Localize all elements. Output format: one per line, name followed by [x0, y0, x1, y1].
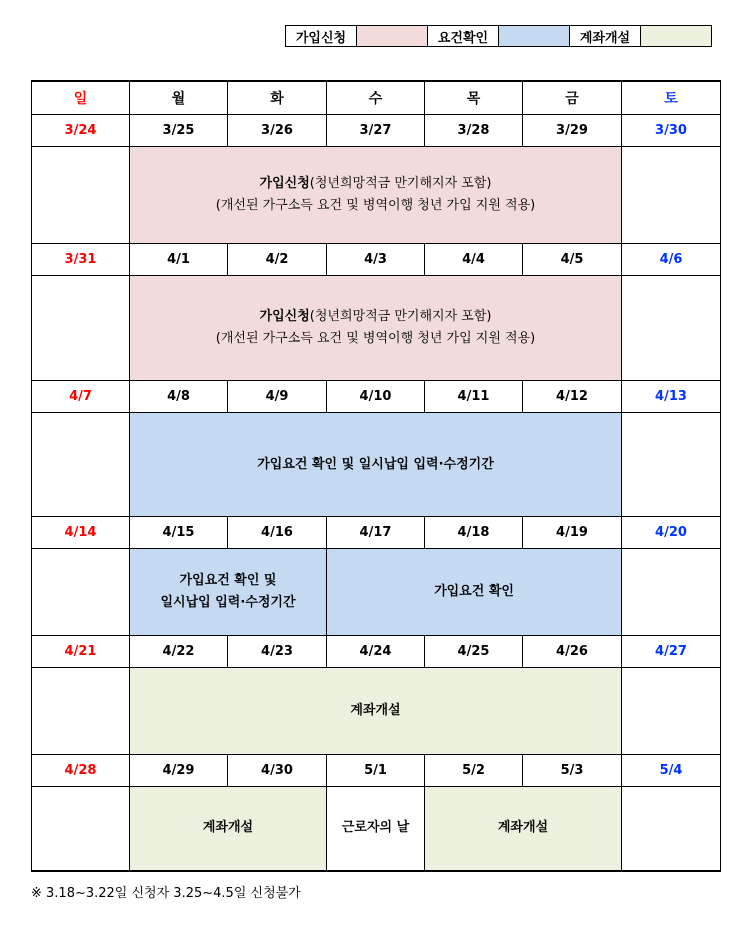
event-check-week3: 가입요건 확인 및 일시납입 입력·수정기간	[130, 413, 622, 517]
date-cell: 4/19	[523, 517, 622, 549]
event-holiday-labor-day: 근로자의 날	[327, 787, 425, 871]
date-cell: 3/25	[130, 115, 228, 147]
empty-cell	[32, 549, 130, 636]
event-subtitle: (개선된 가구소득 요건 및 병역이행 청년 가입 지원 적용)	[215, 198, 536, 213]
date-cell: 4/23	[228, 636, 327, 668]
date-cell: 3/27	[327, 115, 425, 147]
legend	[285, 25, 712, 47]
date-cell: 5/2	[425, 755, 523, 787]
empty-cell	[32, 668, 130, 755]
date-cell: 3/29	[523, 115, 622, 147]
date-cell: 3/31	[32, 244, 130, 276]
date-cell: 4/27	[622, 636, 721, 668]
date-cell: 3/24	[32, 115, 130, 147]
empty-cell	[622, 147, 721, 244]
event-title: 가입신청	[259, 309, 310, 324]
date-cell: 4/13	[622, 381, 721, 413]
date-cell: 4/9	[228, 381, 327, 413]
date-cell: 4/29	[130, 755, 228, 787]
empty-cell	[32, 276, 130, 381]
empty-cell	[622, 276, 721, 381]
legend-label-check: 요건확인	[428, 26, 499, 47]
date-row	[32, 115, 721, 147]
date-cell: 4/11	[425, 381, 523, 413]
date-cell: 3/30	[622, 115, 721, 147]
date-cell: 4/1	[130, 244, 228, 276]
date-cell: 4/3	[327, 244, 425, 276]
legend-label-apply: 가입신청	[286, 26, 357, 47]
date-cell: 4/24	[327, 636, 425, 668]
date-cell: 4/12	[523, 381, 622, 413]
event-line: 가입요건 확인 및	[179, 573, 277, 588]
weekday-wed: 수	[327, 81, 425, 115]
event-title-suffix: (청년희망적금 만기해지자 포함)	[309, 176, 492, 191]
event-apply-week1	[130, 147, 622, 244]
empty-cell	[622, 413, 721, 517]
date-cell: 4/21	[32, 636, 130, 668]
schedule-calendar	[31, 80, 721, 872]
date-cell: 3/28	[425, 115, 523, 147]
date-cell: 4/20	[622, 517, 721, 549]
date-cell: 4/7	[32, 381, 130, 413]
date-cell: 4/16	[228, 517, 327, 549]
event-row	[32, 549, 721, 636]
date-cell: 4/10	[327, 381, 425, 413]
event-check-week4: 가입요건 확인	[327, 549, 622, 636]
event-title: 가입신청	[259, 176, 310, 191]
empty-cell	[32, 147, 130, 244]
event-title-suffix: (청년희망적금 만기해지자 포함)	[309, 309, 492, 324]
date-cell: 5/1	[327, 755, 425, 787]
weekday-header-row	[32, 81, 721, 115]
legend-label-account: 계좌개설	[570, 26, 641, 47]
date-cell: 4/30	[228, 755, 327, 787]
date-row	[32, 636, 721, 668]
empty-cell	[32, 787, 130, 871]
event-row	[32, 787, 721, 871]
date-cell: 4/6	[622, 244, 721, 276]
event-row	[32, 413, 721, 517]
legend-swatch-account	[641, 26, 712, 47]
weekday-sat: 토	[622, 81, 721, 115]
date-cell: 4/26	[523, 636, 622, 668]
event-row	[32, 668, 721, 755]
date-row	[32, 381, 721, 413]
date-cell: 4/5	[523, 244, 622, 276]
date-row	[32, 244, 721, 276]
date-cell: 4/28	[32, 755, 130, 787]
empty-cell	[622, 549, 721, 636]
event-account-week5: 계좌개설	[130, 668, 622, 755]
date-cell: 3/26	[228, 115, 327, 147]
event-line: 일시납입 입력·수정기간	[160, 595, 296, 610]
footnote: ※ 3.18~3.22일 신청자 3.25~4.5일 신청불가	[31, 886, 301, 901]
event-row	[32, 276, 721, 381]
empty-cell	[622, 668, 721, 755]
date-cell: 5/3	[523, 755, 622, 787]
weekday-thu: 목	[425, 81, 523, 115]
event-apply-week2	[130, 276, 622, 381]
event-subtitle: (개선된 가구소득 요건 및 병역이행 청년 가입 지원 적용)	[215, 331, 536, 346]
weekday-mon: 월	[130, 81, 228, 115]
legend-swatch-check	[499, 26, 570, 47]
event-account-week6a: 계좌개설	[130, 787, 327, 871]
date-cell: 4/14	[32, 517, 130, 549]
date-cell: 4/22	[130, 636, 228, 668]
date-row	[32, 755, 721, 787]
event-row	[32, 147, 721, 244]
date-cell: 4/2	[228, 244, 327, 276]
date-cell: 4/15	[130, 517, 228, 549]
date-cell: 4/17	[327, 517, 425, 549]
date-cell: 4/18	[425, 517, 523, 549]
empty-cell	[622, 787, 721, 871]
event-account-week6c: 계좌개설	[425, 787, 622, 871]
date-row	[32, 517, 721, 549]
event-check-input-week4	[130, 549, 327, 636]
weekday-sun: 일	[32, 81, 130, 115]
weekday-tue: 화	[228, 81, 327, 115]
date-cell: 5/4	[622, 755, 721, 787]
empty-cell	[32, 413, 130, 517]
date-cell: 4/25	[425, 636, 523, 668]
date-cell: 4/4	[425, 244, 523, 276]
legend-swatch-apply	[357, 26, 428, 47]
weekday-fri: 금	[523, 81, 622, 115]
date-cell: 4/8	[130, 381, 228, 413]
